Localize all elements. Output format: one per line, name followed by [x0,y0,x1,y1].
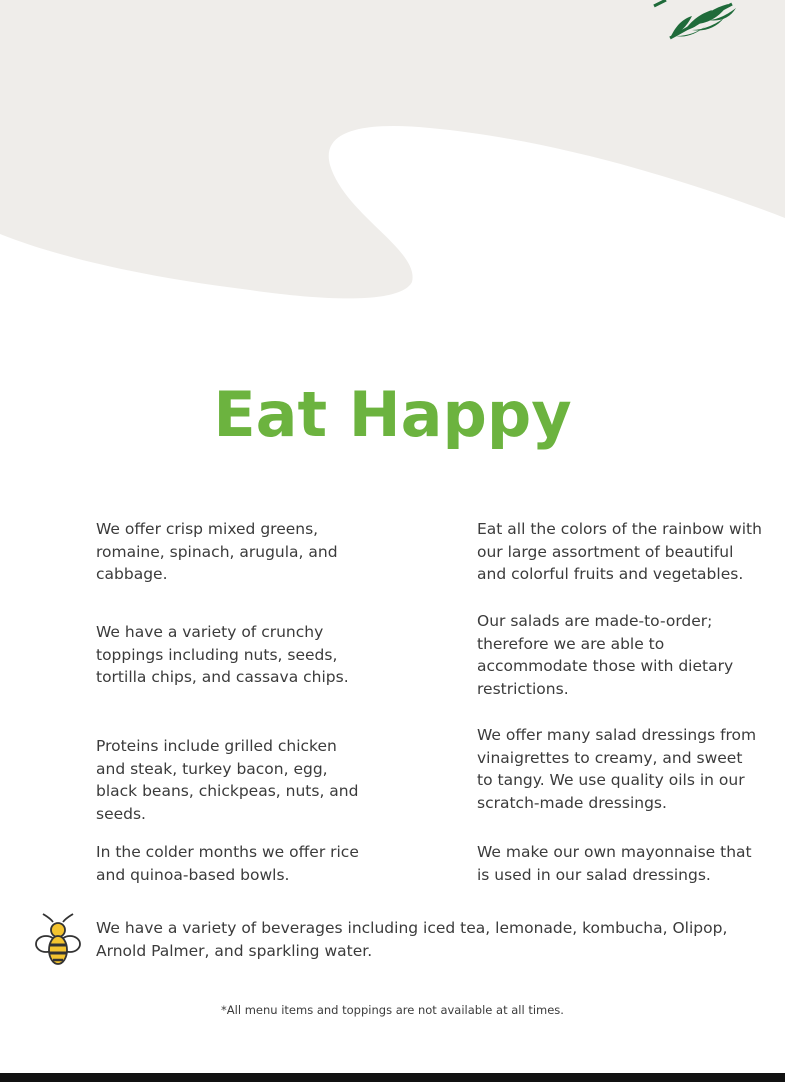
footnote: *All menu items and toppings are not available at all times. [221,1003,564,1017]
bowls-text: In the colder months we offer rice and quinoa-based bowls. [96,843,359,884]
made-to-order-text: Our salads are made-to-order; therefore we are able to accommodate those with dietary restrictions. [477,612,734,698]
rainbow-text: Eat all the colors of the rainbow with our large assortment of beautiful and colorful fruits and vegetables. [477,520,762,584]
beverages-text: We have a variety of beverages including iced tea, lemonade, kombucha, Olipop, Arnold Palmer, and sparkling water. [96,919,728,960]
mayonnaise-text: We make our own mayonnaise that is used in our salad dressings. [477,843,752,884]
dressings-text: We offer many salad dressings from vinaigrettes to creamy, and sweet to tangy. We use quality oils in our scratch-made dressings. [477,726,757,812]
leaf-icon [640,0,740,42]
greens-text: We offer crisp mixed greens, romaine, spinach, arugula, and cabbage. [96,520,338,584]
toppings-text: We have a variety of crunchy toppings including nuts, seeds, tortilla chips, and cassava chips. [96,623,349,687]
hero-background-shape [0,0,785,310]
page-title: Eat Happy [213,378,572,451]
proteins-text: Proteins include grilled chicken and steak, turkey bacon, egg, black beans, chickpeas, nuts, and seeds. [96,737,359,823]
bee-icon [34,912,82,970]
bottom-bar [0,1073,785,1082]
